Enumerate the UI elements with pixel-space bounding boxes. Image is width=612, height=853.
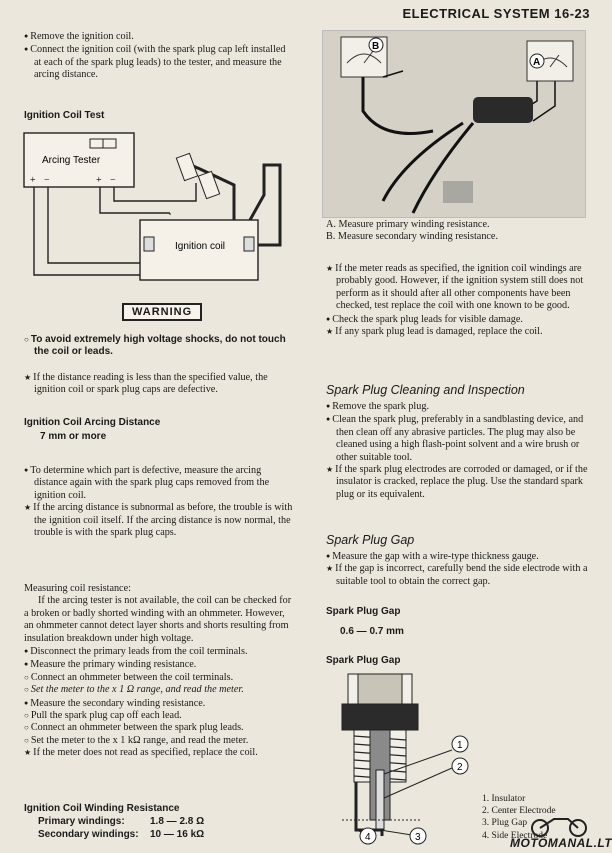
- photo-captions: [326, 219, 588, 244]
- secondary-value: 10 — 16 kΩ: [150, 829, 205, 840]
- list-item: ● Check the spark plug leads for visible damage.: [326, 313, 588, 326]
- measuring-para: If the arcing tester is not available, the coil can be checked for a broken or badly shorted winding with an ohmmeter. However, an ohmmeter cannot detect layer shorts and shorts resulting from insulation breakdown under high voltage.: [24, 595, 292, 644]
- list-item: ● Measure the primary winding resistance.: [24, 658, 296, 671]
- callout-3: 3: [415, 832, 421, 843]
- legend-item: 1. Insulator: [482, 794, 526, 804]
- test-title: Ignition Coil Test: [24, 110, 105, 121]
- list-item: ● Measure the gap with a wire-type thickness gauge.: [326, 550, 588, 563]
- list-item: ○ Set the meter to the x 1 kΩ range, and read the meter.: [24, 735, 296, 747]
- svg-text:−: −: [110, 175, 116, 186]
- list-item: ★ If the spark plug electrodes are corroded or damaged, or if the insulator is cracked, replace the plug. Use the standard spark plug or its equivalent.: [326, 464, 588, 501]
- measuring-title: Measuring coil resistance:: [24, 583, 131, 594]
- motorcycle-logo-icon: [528, 815, 592, 837]
- arc-value: 7 mm or more: [40, 431, 107, 442]
- gap-fig-title: Spark Plug Gap: [326, 655, 401, 666]
- list-item: ★ If the meter does not read as specified, replace the coil.: [24, 747, 296, 759]
- arc-title: Ignition Coil Arcing Distance: [24, 417, 161, 428]
- primary-label: Primary windings:: [38, 816, 125, 827]
- caption-a: A. Measure primary winding resistance.: [326, 219, 490, 230]
- legend-item: 4. Side Electrode: [482, 830, 548, 841]
- cleaning-list: [326, 400, 588, 501]
- gap-list: [326, 550, 588, 588]
- warning-text: ○ To avoid extremely high voltage shocks, do not touch the coil or leads.: [24, 334, 294, 359]
- list-item: ● Remove the spark plug.: [326, 400, 588, 413]
- tester-label: Arcing Tester: [42, 155, 101, 166]
- watermark: MOTOMANAL.LT: [510, 836, 612, 850]
- coil-label: Ignition coil: [175, 241, 226, 252]
- primary-value: 1.8 — 2.8 Ω: [150, 816, 205, 827]
- svg-text:−: −: [44, 175, 50, 186]
- ignition-coil-photo: [473, 97, 533, 123]
- list-item: ● Clean the spark plug, preferably in a sandblasting device, and then clean off any abrasive particles. The plug may also be cleaned using a high flash-point solvent and a wire brush or other suitable tool.: [326, 413, 588, 464]
- cleaning-title: Spark Plug Cleaning and Inspection: [326, 383, 525, 397]
- warning-label: WARNING: [122, 303, 202, 321]
- gap-spec-title: Spark Plug Gap: [326, 606, 401, 617]
- distance-note: ★ If the distance reading is less than the specified value, the ignition coil or spark plug caps are defective.: [24, 372, 296, 397]
- ignition-coil-test-diagram: [20, 125, 300, 300]
- list-item: ○ Pull the spark plug cap off each lead.: [24, 710, 296, 722]
- meter-notes: [326, 263, 588, 338]
- list-item: ● To determine which part is defective, measure the arcing distance again with the spark plug caps removed from the ignition coil.: [24, 464, 296, 502]
- determine-list: [24, 464, 296, 539]
- svg-text:+: +: [30, 175, 36, 186]
- list-item: ● Connect the ignition coil (with the spark plug cap left installed at each of the spark plug leads) to the tester, and measure the arcing distance.: [24, 43, 294, 81]
- svg-text:B: B: [372, 41, 380, 52]
- list-item: ○ Connect an ohmmeter between the spark plug leads.: [24, 722, 296, 734]
- svg-text:+: +: [96, 175, 102, 186]
- callout-4: 4: [365, 832, 371, 843]
- secondary-label: Secondary windings:: [38, 829, 139, 840]
- spark-plug-diagram: [322, 670, 482, 846]
- list-item: ● Remove the ignition coil.: [24, 30, 294, 43]
- callout-2: 2: [457, 762, 463, 773]
- legend-item: 3. Plug Gap: [482, 818, 528, 829]
- caption-b: B. Measure secondary winding resistance.: [326, 231, 499, 243]
- list-item: ○ Set the meter to the x 1 Ω range, and read the meter.: [24, 684, 296, 696]
- list-item: ★ If the arcing distance is subnormal as before, the trouble is with the ignition coil itself. If the arcing distance is now normal, the trouble is with the spark plug caps.: [24, 502, 296, 539]
- intro-list: [24, 30, 294, 82]
- svg-text:A: A: [533, 57, 541, 68]
- gap-title: Spark Plug Gap: [326, 533, 415, 547]
- coil-resistance-photo: [322, 30, 586, 218]
- list-item: ★ If the meter reads as specified, the ignition coil windings are probably good. However, if the ignition system still does not perform as it should after all other components have been checked, test replace the coil with one known to be good.: [326, 263, 588, 313]
- list-item: ★ If any spark plug lead is damaged, replace the coil.: [326, 326, 588, 338]
- measuring-section: [24, 583, 296, 760]
- list-item: ○ Connect an ohmmeter between the coil terminals.: [24, 672, 296, 684]
- winding-title: Ignition Coil Winding Resistance: [24, 803, 180, 814]
- legend-item: 2. Center Electrode: [482, 806, 556, 817]
- list-item: ● Disconnect the primary leads from the coil terminals.: [24, 645, 296, 658]
- list-item: ● Measure the secondary winding resistance.: [24, 697, 296, 710]
- list-item: ★ If the gap is incorrect, carefully bend the side electrode with a suitable tool to obtain the correct gap.: [326, 563, 588, 588]
- page-header: ELECTRICAL SYSTEM 16-23: [402, 6, 590, 21]
- gap-spec-value: 0.6 — 0.7 mm: [340, 626, 404, 637]
- callout-1: 1: [457, 740, 463, 751]
